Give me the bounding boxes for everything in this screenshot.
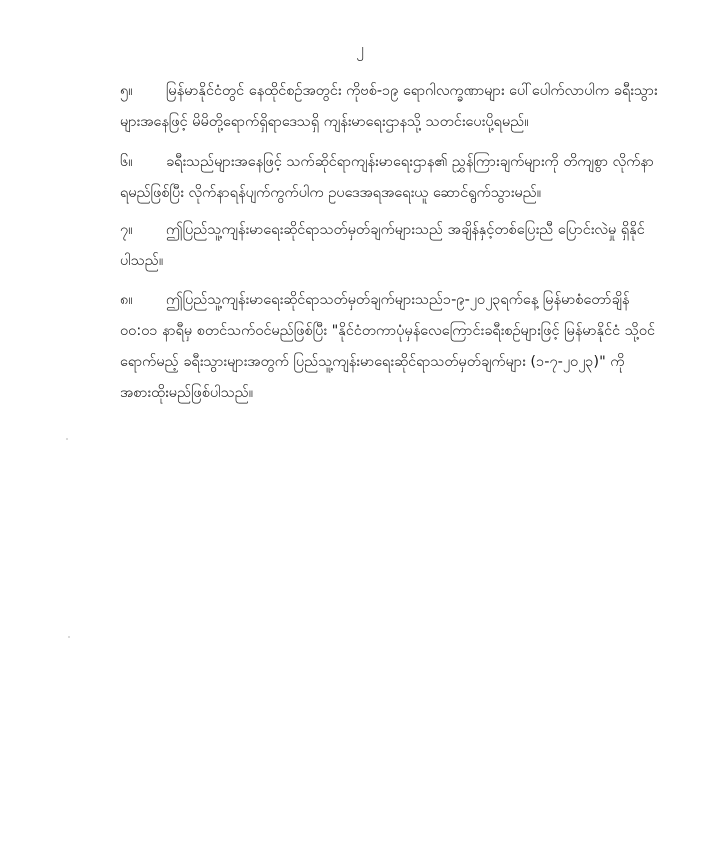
paragraph-5 [120, 76, 660, 138]
scan-speck [66, 438, 68, 440]
paragraph-text: ဤပြည်သူ့ကျန်းမာရေးဆိုင်ရာသတ်မှတ်ချက်များသည်၁-၉-၂၀၂၃ရက်နေ့ မြန်မာစံတော်ချိန် ၀၀:၀၁ နာရီမှ စတင်သက်ဝင်မည်ဖြစ်ပြီး "နိုင်ငံတကာပုံမှန်လေကြောင်းခရီးစဉ်များဖြင့် မြန်မာနိုင်ငံ သို့ဝင်ရောက်မည့် ခရီးသွားများအတွက် ပြည်သူ့ကျန်းမာရေးဆိုင်ရာသတ်မှတ်ချက်များ (၁-၇-၂၀၂၃)" ကို အစားထိုးမည်ဖြစ်ပါသည်။ [120, 292, 656, 401]
paragraph-text: ခရီးသည်များအနေဖြင့် သက်ဆိုင်ရာကျန်းမာရေးဌာန၏ ညွှန်ကြားချက်များကို တိကျစွာ လိုက်နာရမည်ဖြစ်ပြီး လိုက်နာရန်ပျက်ကွက်ပါက ဥပဒေအရအရေးယူ ဆောင်ရွက်သွားမည်။ [120, 154, 654, 201]
paragraph-number: ၅။ [120, 83, 133, 99]
paragraph-number: ၈။ [120, 292, 133, 308]
paragraph-6 [120, 147, 660, 209]
scan-speck [68, 636, 70, 638]
paragraph-8 [120, 285, 660, 409]
paragraph-7 [120, 215, 660, 277]
paragraph-number: ၆။ [120, 154, 133, 170]
paragraph-number: ၇။ [120, 222, 133, 238]
paragraph-text: ဤပြည်သူ့ကျန်းမာရေးဆိုင်ရာသတ်မှတ်ချက်များသည် အချိန်နှင့်တစ်ပြေးညီ ပြောင်းလဲမှု ရှိနိုင်ပါသည်။ [120, 222, 645, 269]
paragraph-text: မြန်မာနိုင်ငံတွင် နေထိုင်စဉ်အတွင်း ကိုဗစ်-၁၉ ရောဂါလက္ခဏာများ ပေါ်ပေါက်လာပါက ခရီးသွားများအနေဖြင့် မိမိတို့ရောက်ရှိရာဒေသရှိ ကျန်းမာရေးဌာနသို့ သတင်းပေးပို့ရမည်။ [120, 83, 658, 130]
page-number: ၂ [356, 39, 364, 58]
